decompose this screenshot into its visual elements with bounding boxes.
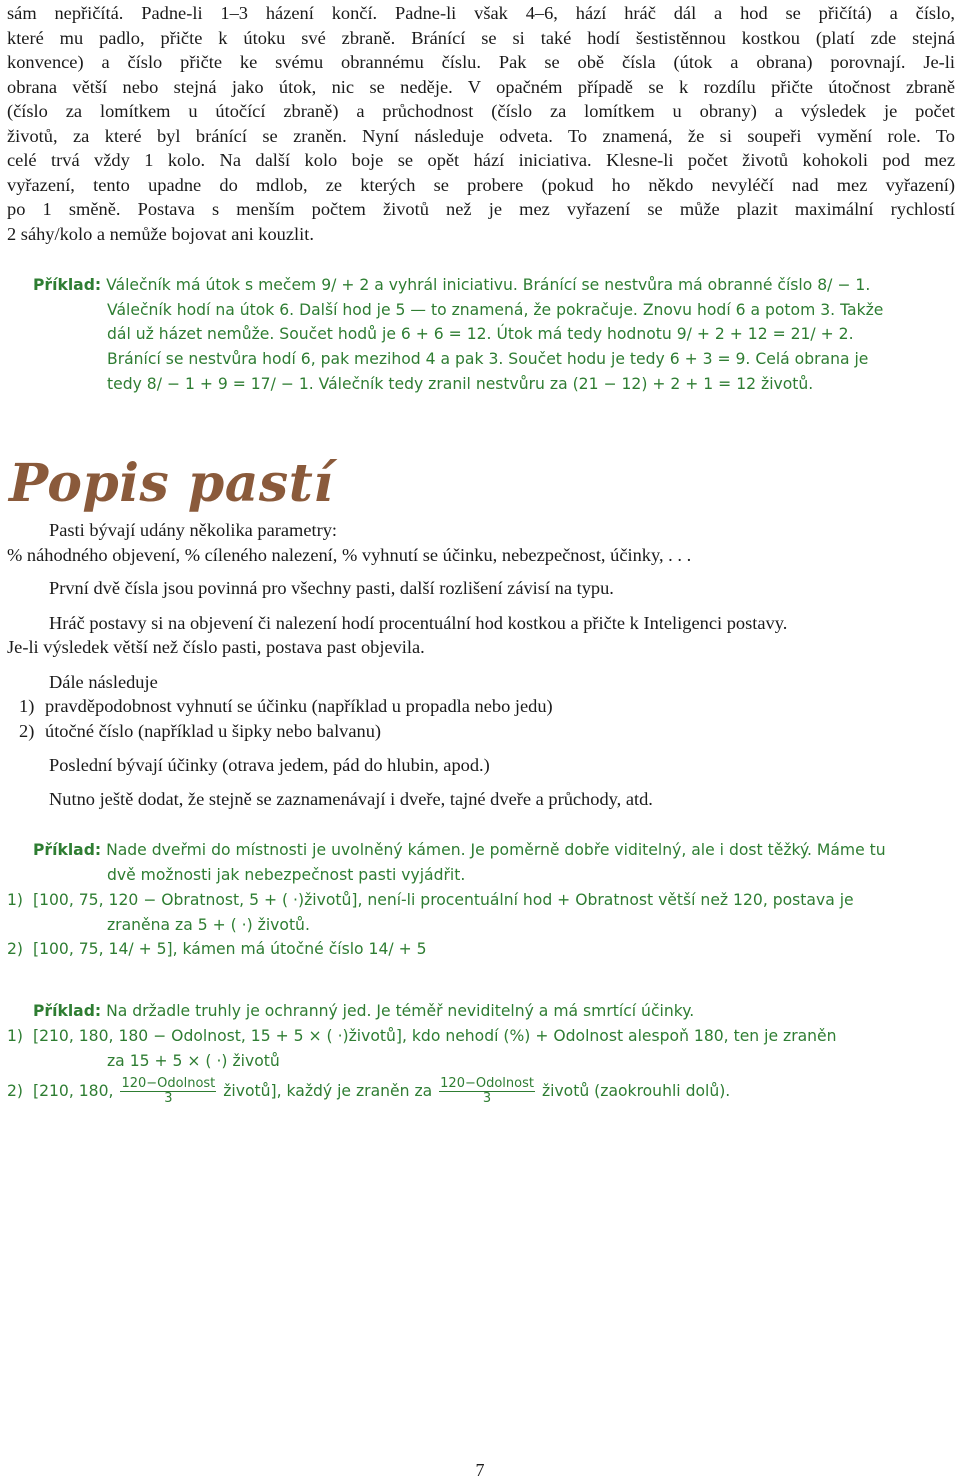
text-line: životů, za které byl bránící se zraněn. Nyní následuje odveta. To znamená, že si soupeři vymění role. To: [7, 125, 955, 146]
list-text: životů], každý je zraněn za: [218, 1082, 438, 1101]
text-line: Poslední bývají účinky (otrava jedem, pád do hlubin, apod.): [49, 755, 490, 775]
list-text: pravděpodobnost vyhnutí se účinku (například u propadla nebo jedu): [45, 696, 553, 716]
example-label: Příklad:: [33, 1002, 102, 1020]
text-line: vyřazení, tento upadne do mdlob, ze kterých se probere (pokud ho někdo nevyléčí nad mez vyřazení): [7, 174, 955, 195]
list-number: 1): [7, 891, 24, 909]
example-text: Nade dveřmi do místnosti je uvolněný kámen. Je poměrně dobře viditelný, ale i dost těžký. Máme tu: [101, 841, 886, 859]
example-poison-trap: [33, 999, 913, 1024]
example-combat: [33, 273, 913, 397]
text-line: Nutno ještě dodat, že stejně se zaznamenávají i dveře, tajné dveře a průchody, atd.: [49, 788, 653, 809]
text-line: sám nepřičítá. Padne-li 1–3 házení končí. Padne-li však 4–6, hází hráč dál a hod se přičítá) a číslo,: [7, 3, 955, 23]
traps-description: [7, 518, 955, 811]
list-text: útočné číslo (například u šipky nebo balvanu): [45, 720, 382, 741]
text-line: celé trvá vždy 1 kolo. Na další kolo boje se opět hází iniciativa. Klesne-li počet životů kohokoli pod mez: [7, 150, 955, 170]
list-item: [7, 694, 955, 719]
example-text: Válečník hodí na útok 6. Další hod je 5 — to znamená, že pokračuje. Znovu hodí 6 a potom 3. Takže: [107, 300, 884, 319]
page-number: 7: [475, 1460, 485, 1480]
example-label: Příklad:: [33, 841, 102, 859]
example-text: dvě možnosti jak nebezpečnost pasti vyjádřit.: [107, 865, 466, 884]
combat-rules-paragraph: [7, 1, 955, 246]
list-number: 2): [19, 720, 35, 741]
section-heading: Popis pastí: [9, 453, 334, 514]
list-item: [7, 1077, 917, 1106]
text-line: obrana větší nebo stejná jako útok, nic se neděje. V opačném případě se k rozdílu přičte útočnost zbraně: [7, 76, 955, 97]
list-text: zraněna za 5 + ( ·) životů.: [107, 915, 310, 934]
example-text: Na držadle truhly je ochranný jed. Je téměř neviditelný a má smrtící účinky.: [101, 1002, 695, 1020]
list-number: 2): [7, 940, 24, 959]
example-text: tedy 8/ − 1 + 9 = 17/ − 1. Válečník tedy zranil nestvůru za (21 − 12) + 2 + 1 = 12 životů.: [107, 374, 814, 393]
example-text: Bránící se nestvůra hodí 6, pak mezihod 4 a pak 3. Součet hodu je tedy 6 + 3 = 9. Celá obrana je: [107, 350, 869, 369]
text-line: po 1 směně. Postava s menším počtem životů než je mez vyřazení se může plazit maximální rychlostí: [7, 199, 955, 219]
fraction-denominator: 3: [164, 1091, 173, 1107]
text-line: konvence) a číslo přičte ke svému obrannému číslu. Pak se obě čísla (útok a obrana) porovnají. Je-li: [7, 52, 955, 72]
text-line: První dvě čísla jsou povinná pro všechny pasti, další rozlišení závisí na typu.: [49, 578, 614, 598]
example-text: Válečník má útok s mečem 9/ + 2 a vyhrál iniciativu. Bránící se nestvůra má obranné číslo 8/ − 1.: [101, 276, 871, 294]
list-text: [100, 75, 120 − Obratnost, 5 + ( ·)životů], není-li procentuální hod + Obratnost větší než 120, postava je: [33, 891, 854, 909]
list-item: [7, 719, 955, 744]
list-number: 1): [7, 1027, 24, 1045]
fraction: [439, 1077, 535, 1106]
list-number: 2): [7, 1082, 24, 1101]
fraction: [120, 1077, 216, 1106]
fraction-numerator: 120−Odolnost: [440, 1076, 534, 1092]
poison-trap-variants: [7, 1024, 917, 1106]
text-line: 2 sáhy/kolo a nemůže bojovat ani kouzlit.: [7, 223, 314, 244]
text-line: které mu padlo, přičte k útoku své zbraně. Bránící se si také hodí šestistěnnou kostkou (platí zde stejná: [7, 27, 955, 48]
list-number: 1): [19, 696, 35, 716]
example-stone-trap: [33, 838, 913, 887]
fraction-denominator: 3: [482, 1091, 492, 1107]
text-line: Hráč postavy si na objevení či nalezení hodí procentuální hod kostkou a přičte k Inteligenci postavy.: [49, 612, 788, 633]
text-line: Dále následuje: [49, 671, 158, 692]
list-text: za 15 + 5 × ( ·) životů: [107, 1051, 280, 1070]
text-line: Pasti bývají udány několika parametry:: [49, 520, 338, 540]
text-line: (číslo za lomítkem u útočící zbraně) a průchodnost (číslo za lomítkem u obrany) a výsledek je počet: [7, 101, 955, 121]
list-text: [210, 180, 180 − Odolnost, 15 + 5 × ( ·)životů], kdo nehodí (%) + Odolnost alespoň 180, ten je zraněn: [33, 1027, 837, 1045]
list-text: [210, 180,: [33, 1082, 119, 1101]
fraction-numerator: 120−Odolnost: [121, 1076, 216, 1092]
stone-trap-variants: [7, 888, 917, 962]
list-text: životů (zaokrouhli dolů).: [536, 1082, 731, 1101]
example-text: dál už házet nemůže. Součet hodů je 6 + 6 = 12. Útok má tedy hodnotu 9/ + 2 + 12 = 21/ + 2.: [107, 325, 854, 344]
text-line: % náhodného objevení, % cíleného nalezení, % vyhnutí se účinku, nebezpečnost, účinky, . . .: [7, 544, 692, 565]
example-label: Příklad:: [33, 276, 102, 294]
list-text: [100, 75, 14/ + 5], kámen má útočné číslo 14/ + 5: [33, 940, 427, 959]
text-line: Je-li výsledek větší než číslo pasti, postava past objevila.: [7, 637, 425, 657]
